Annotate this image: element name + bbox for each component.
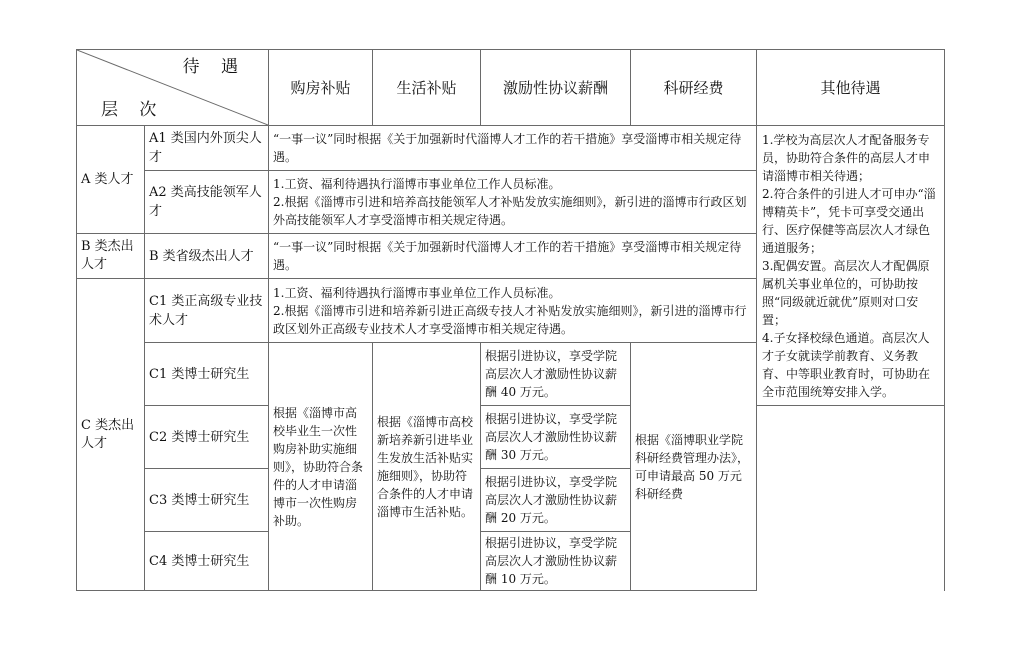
subcategory-c4: C4 类博士研究生 — [145, 532, 269, 591]
c1-benefit-line: 1.工资、福利待遇执行淄博市事业单位工作人员标准。 — [273, 285, 561, 300]
other-item: 1.学校为高层次人才配备服务专员，协助符合条件的高层人才申请淄博市相关待遇； — [762, 132, 931, 183]
subcategory-a2: A2 类高技能领军人才 — [145, 171, 269, 234]
other-item: 2.符合条件的引进人才可申办“淄博精英卡”，凭卡可享受交通出行、医疗保健等高层次人才绿色通道服务； — [762, 186, 936, 255]
subcategory-c1: C1 类正高级专业技术人才 — [145, 279, 269, 343]
salary-c4: 根据引进协议，享受学院高层次人才激励性协议薪酬 10 万元。 — [481, 532, 631, 591]
corner-bottom-label: 层 次 — [101, 100, 165, 120]
subcategory-a1: A1 类国内外顶尖人才 — [145, 126, 269, 171]
other-item: 4.子女择校绿色通道。高层次人才子女就读学前教育、义务教育、中等职业教育时，可协助在全市范围统筹安排入学。 — [762, 330, 931, 399]
header-row — [77, 50, 945, 126]
other-benefits — [757, 126, 945, 406]
subcategory-c1-doctor: C1 类博士研究生 — [145, 343, 269, 406]
row-a1 — [77, 126, 945, 171]
category-c: C 类杰出人才 — [77, 279, 145, 591]
salary-c1: 根据引进协议，享受学院高层次人才激励性协议薪酬 40 万元。 — [481, 343, 631, 406]
a2-benefit-line: 1.工资、福利待遇执行淄博市事业单位工作人员标准。 — [273, 177, 561, 191]
housing-subsidy: 根据《淄博市高校毕业生一次性购房补助实施细则》，协助符合条件的人才申请淄博市一次性购房补助。 — [269, 343, 373, 591]
a2-benefits — [269, 171, 757, 234]
row-c4 — [77, 532, 945, 591]
col-header-living: 生活补贴 — [373, 50, 481, 126]
subcategory-b: B 类省级杰出人才 — [145, 234, 269, 279]
other-item: 3.配偶安置。高层次人才配偶原属机关事业单位的，可协助按照“同级就近就优”原则对口安置； — [762, 258, 930, 327]
category-a: A 类人才 — [77, 126, 145, 234]
subcategory-c2: C2 类博士研究生 — [145, 406, 269, 469]
col-header-housing: 购房补贴 — [269, 50, 373, 126]
a1-benefits: “一事一议”同时根据《关于加强新时代淄博人才工作的若干措施》享受淄博市相关规定待遇。 — [269, 126, 757, 171]
corner-header — [77, 50, 269, 126]
b-benefits: “一事一议”同时根据《关于加强新时代淄博人才工作的若干措施》享受淄博市相关规定待遇。 — [269, 234, 757, 279]
corner-top-label: 待 遇 — [182, 57, 246, 77]
research-funding: 根据《淄博职业学院科研经费管理办法》，可申请最高 50 万元科研经费 — [631, 343, 757, 591]
a2-benefit-line: 2.根据《淄博市引进和培养高技能领军人才补贴发放实施细则》，新引进的淄博市行政区划外高技能领军人才享受淄博市相关规定待遇。 — [273, 195, 747, 227]
living-subsidy: 根据《淄博市高校新培养新引进毕业生发放生活补贴实施细则》，协助符合条件的人才申请淄博市生活补贴。 — [373, 343, 481, 591]
category-b: B 类杰出人才 — [77, 234, 145, 279]
col-header-other: 其他待遇 — [757, 50, 945, 126]
salary-c2: 根据引进协议，享受学院高层次人才激励性协议薪酬 30 万元。 — [481, 406, 631, 469]
subcategory-c3: C3 类博士研究生 — [145, 469, 269, 532]
row-c2 — [77, 406, 945, 469]
col-header-research: 科研经费 — [631, 50, 757, 126]
c1-benefit-line: 2.根据《淄博市引进和培养新引进正高级专技人才补贴发放实施细则》，新引进的淄博市行政区划外正高级专业技术人才享受淄博市相关规定待遇。 — [273, 303, 747, 336]
salary-c3: 根据引进协议，享受学院高层次人才激励性协议薪酬 20 万元。 — [481, 469, 631, 532]
row-c3 — [77, 469, 945, 532]
col-header-salary: 激励性协议薪酬 — [481, 50, 631, 126]
talent-benefits-table — [76, 49, 945, 591]
c1-benefits — [269, 279, 757, 343]
